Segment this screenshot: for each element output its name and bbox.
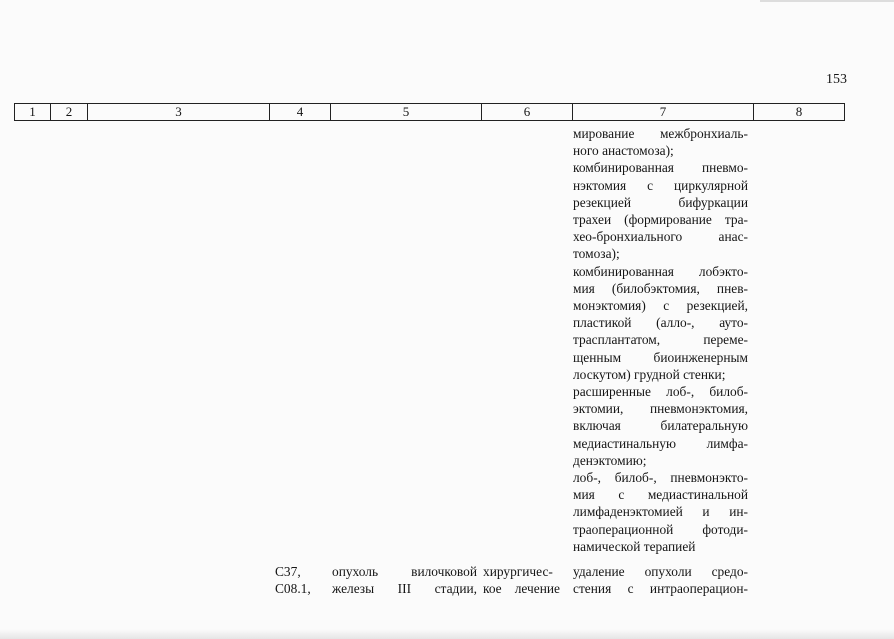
procedure-line: ного анастомоза); — [573, 143, 674, 159]
next-row-codes — [275, 563, 327, 597]
method-line: удаление опухоли средо- — [573, 564, 748, 579]
diagnosis-code: C08.1, — [275, 581, 311, 597]
column-number-8: 8 — [754, 104, 845, 121]
procedure-line: мирование межбронхиаль- — [573, 126, 748, 141]
column-number-2: 2 — [51, 104, 88, 121]
procedure-line: нэктомия с циркулярной — [573, 177, 748, 193]
next-row-diagnosis — [332, 563, 477, 597]
procedure-line: резекцией бифуркации — [573, 194, 748, 210]
next-row-method — [573, 563, 748, 597]
diagnosis-line: опухоль вилочковой — [332, 564, 477, 579]
procedure-line: эктомии, пневмонэктомия, — [573, 401, 748, 417]
diagnosis-code: C37, — [275, 564, 301, 579]
procedure-line: включая билатеральную — [573, 418, 748, 434]
procedure-line: комбинированная пневмо- — [573, 160, 748, 176]
column-number-6: 6 — [482, 104, 573, 121]
diagnosis-line: железы III стадии, — [332, 581, 477, 597]
procedure-line: траоперационной фотоди- — [573, 521, 748, 537]
continued-cell-col7 — [573, 125, 748, 555]
procedure-line: мия (билобэктомия, пнев- — [573, 280, 748, 296]
treatment-type-line: кое лечение — [483, 581, 560, 597]
column-number-7: 7 — [573, 104, 754, 121]
procedure-line: медиастинальную лимфа- — [573, 435, 748, 451]
procedure-line: томоза); — [573, 246, 620, 262]
next-row-treatment-type — [483, 563, 560, 597]
procedure-line: монэктомия) с резекцией, — [573, 298, 748, 314]
page-number: 153 — [826, 72, 847, 87]
column-number-1: 1 — [15, 104, 51, 121]
procedure-line: лоскутом) грудной стенки; — [573, 366, 726, 382]
table-column-numbers — [14, 103, 845, 121]
treatment-type-line: хирургичес- — [483, 564, 553, 579]
procedure-line: пластикой (алло-, ауто- — [573, 315, 748, 331]
column-number-3: 3 — [88, 104, 270, 121]
column-number-5: 5 — [331, 104, 482, 121]
procedure-line: комбинированная лобэкто- — [573, 263, 748, 279]
column-number-4: 4 — [270, 104, 331, 121]
procedure-line: лоб-, билоб-, пневмонэкто- — [573, 470, 748, 486]
procedure-line: хео-бронхиального анас- — [573, 229, 748, 245]
procedure-line: трасплантатом, переме- — [573, 332, 748, 348]
procedure-line: денэктомию; — [573, 452, 647, 468]
procedure-line: лимфаденэктомией и ин- — [573, 504, 748, 520]
scan-edge-bottom — [0, 629, 894, 639]
method-line: стения с интраоперацион- — [573, 581, 748, 597]
procedure-line: трахеи (формирование тра- — [573, 212, 748, 228]
procedure-line: щенным биоинженерным — [573, 349, 748, 365]
procedure-line: мия с медиастинальной — [573, 487, 748, 503]
procedure-line: расширенные лоб-, билоб- — [573, 384, 748, 400]
procedure-line: намической терапией — [573, 538, 696, 554]
scan-edge-top — [760, 0, 894, 2]
